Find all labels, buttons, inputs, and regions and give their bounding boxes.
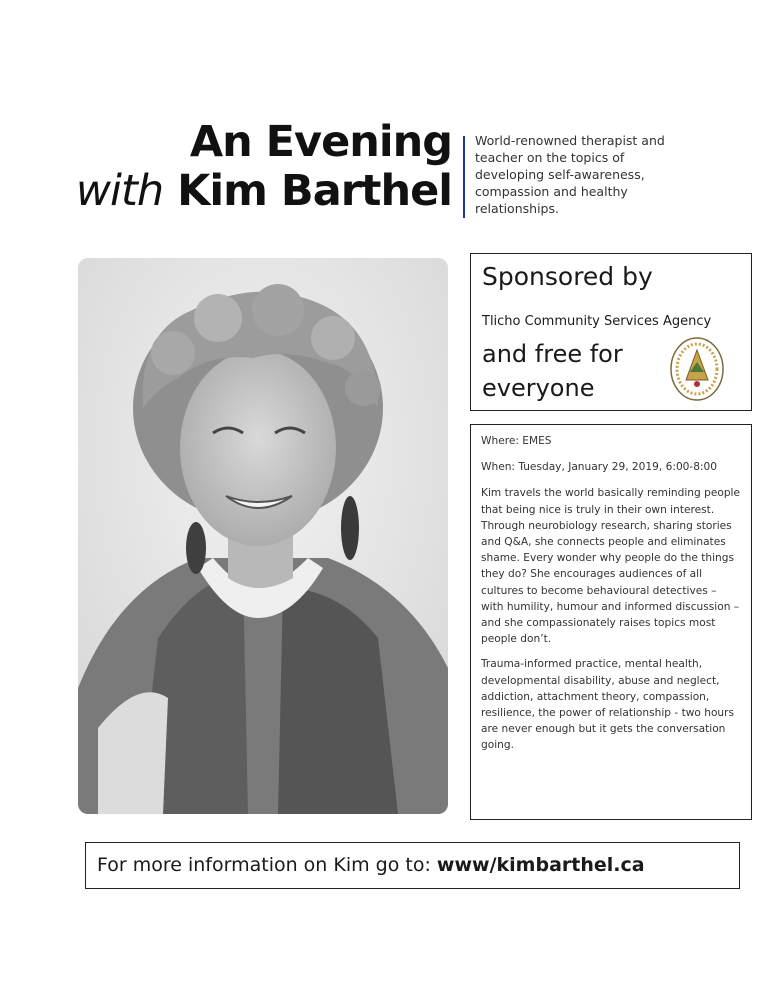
sponsor-heading: Sponsored by bbox=[482, 262, 653, 291]
title-divider bbox=[463, 136, 465, 218]
tagline: World-renowned therapist and teacher on the topics of developing self-awareness, compassion and healthy relationships. bbox=[475, 133, 665, 216]
title-line-1: An Evening bbox=[189, 117, 452, 167]
sponsor-free-text: and free for everyone bbox=[482, 340, 623, 402]
title-line-2 bbox=[60, 167, 452, 216]
event-where: Where: EMES bbox=[481, 435, 552, 447]
event-topics: Trauma-informed practice, mental health, developmental disability, abuse and neglect, addiction, attachment theory, compassion, resilience, the power of relationship - two hours are never enough but it gets the conversation going. bbox=[481, 658, 735, 752]
footer-label: For more information on Kim go to: bbox=[97, 854, 437, 876]
title-with: with bbox=[75, 166, 164, 216]
event-when: When: Tuesday, January 29, 2019, 6:00-8:00 bbox=[481, 461, 718, 474]
tcsa-seal-icon bbox=[668, 336, 726, 402]
sponsor-box bbox=[470, 253, 752, 411]
page-title bbox=[60, 118, 452, 216]
sponsor-agency: Tlicho Community Services Agency bbox=[482, 314, 712, 329]
speaker-photo bbox=[78, 258, 448, 814]
event-description: Kim travels the world basically reminding people that being nice is truly in their own interest. Through neurobiology research, sharing stories and Q&A, she connects people and eliminates shame. Every wonder why people do the things they do? She encourages audiences of all cultures to become behavioural detectives – with humility, humour and informed discussion – and she compassionately raises topics most people don’t. bbox=[481, 487, 741, 646]
website-link[interactable]: www/kimbarthel.ca bbox=[436, 854, 645, 876]
footer-info bbox=[85, 842, 740, 889]
event-info-box bbox=[470, 424, 752, 820]
title-name: Kim Barthel bbox=[177, 166, 452, 216]
